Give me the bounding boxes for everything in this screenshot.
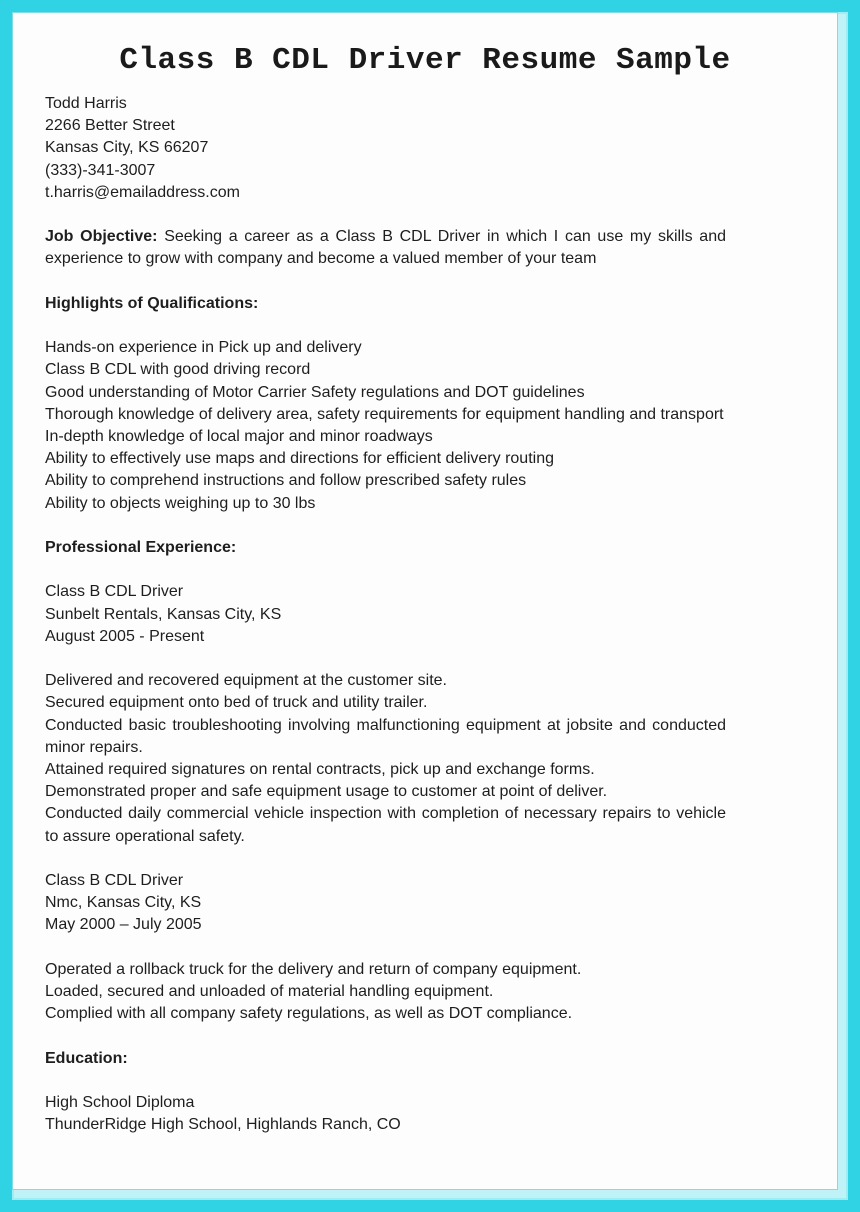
- job-dates: August 2005 - Present: [45, 627, 205, 645]
- highlight-item: Hands-on experience in Pick up and delivery: [45, 339, 362, 357]
- job-entry: [45, 581, 726, 847]
- education-degree: High School Diploma: [45, 1093, 195, 1111]
- job-company: Sunbelt Rentals, Kansas City, KS: [45, 605, 282, 623]
- objective-label: Job Objective:: [45, 228, 158, 246]
- job-dates: May 2000 – July 2005: [45, 916, 202, 934]
- contact-name: Todd Harris: [45, 95, 127, 112]
- highlights-heading: Highlights of Qualifications:: [45, 294, 259, 312]
- job-entry: [45, 870, 726, 1025]
- job-title: Class B CDL Driver: [45, 872, 184, 889]
- job-duty: Conducted basic troubleshooting involving malfunctioning equipment at jobsite and conducted minor repairs.: [45, 716, 726, 756]
- highlight-item: Good understanding of Motor Carrier Safety regulations and DOT guidelines: [45, 383, 585, 401]
- highlight-item: Thorough knowledge of delivery area, safety requirements for equipment handling and transport: [45, 405, 724, 423]
- education-school: ThunderRidge High School, Highlands Ranch, CO: [45, 1116, 401, 1134]
- contact-city: Kansas City, KS 66207: [45, 139, 209, 157]
- resume-sheet: [12, 12, 838, 1190]
- highlight-item: Class B CDL with good driving record: [45, 361, 311, 379]
- job-duty: Complied with all company safety regulations, as well as DOT compliance.: [45, 1005, 573, 1023]
- highlights-section: [45, 293, 726, 515]
- contact-street: 2266 Better Street: [45, 117, 175, 135]
- job-duty: Secured equipment onto bed of truck and utility trailer.: [45, 694, 428, 712]
- page-title: Class B CDL Driver Resume Sample: [119, 43, 731, 78]
- objective-section: [45, 226, 726, 270]
- contact-email: t.harris@emailaddress.com: [45, 183, 240, 201]
- highlight-item: In-depth knowledge of local major and minor roadways: [45, 428, 433, 445]
- experience-heading: Professional Experience:: [45, 539, 237, 556]
- education-section: [45, 1048, 726, 1137]
- job-duty: Delivered and recovered equipment at the customer site.: [45, 672, 447, 690]
- highlight-item: Ability to effectively use maps and directions for efficient delivery routing: [45, 450, 554, 468]
- job-duty: Attained required signatures on rental contracts, pick up and exchange forms.: [45, 761, 595, 778]
- highlight-item: Ability to objects weighing up to 30 lbs: [45, 494, 316, 512]
- highlight-item: Ability to comprehend instructions and follow prescribed safety rules: [45, 472, 527, 490]
- education-heading: Education:: [45, 1049, 128, 1067]
- job-duty: Demonstrated proper and safe equipment usage to customer at point of deliver.: [45, 783, 608, 801]
- job-duty: Conducted daily commercial vehicle inspection with completion of necessary repairs to vehicle to assure operational safety.: [45, 805, 726, 845]
- objective-paragraph: [45, 226, 726, 270]
- resume-body: [45, 93, 726, 1136]
- job-company: Nmc, Kansas City, KS: [45, 894, 202, 912]
- objective-text: Seeking a career as a Class B CDL Driver in which I can use my skills and experience to grow with company and become a valued member of your team: [45, 228, 727, 268]
- experience-section: [45, 537, 726, 1025]
- job-duty: Loaded, secured and unloaded of material handling equipment.: [45, 983, 494, 1000]
- contact-phone: (333)-341-3007: [45, 161, 156, 179]
- job-title: Class B CDL Driver: [45, 583, 184, 601]
- job-duty: Operated a rollback truck for the delivery and return of company equipment.: [45, 960, 582, 978]
- contact-block: [45, 93, 726, 204]
